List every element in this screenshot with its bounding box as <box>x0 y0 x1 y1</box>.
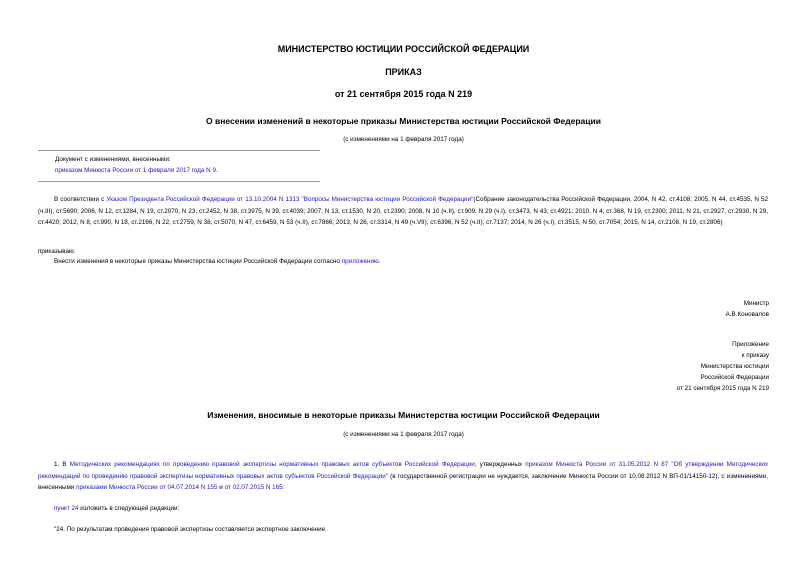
order-item <box>54 256 381 267</box>
amending-order-link[interactable]: приказом Минюста России от 1 февраля 2017 года N 9 <box>55 167 216 174</box>
appendix-revision-note: (с изменениями на 1 февраля 2017 года) <box>343 431 464 438</box>
clause-text: изложить в следующей редакции: <box>78 505 180 512</box>
methodical-recommendations-link[interactable]: Методических рекомендациях по проведению правовой экспертизы нормативных правовых актов субъектов Российской Федерации <box>69 461 475 468</box>
appendix-reference-block <box>677 339 769 394</box>
order-155-link[interactable]: приказами Минюста России от 04.07.2014 N 155 <box>76 484 218 491</box>
order-87-link[interactable]: приказом Минюста России от 31.05.2012 N 87 "Об утверждении Методических рекомендаций по проведению правовой экспертизы нормативных правовых актов субъектов Российской Федерации" <box>38 461 768 480</box>
preamble-lead: В соответствии с <box>54 196 107 203</box>
changes-box-tail: . <box>215 167 218 174</box>
quoted-clause-text: "24. По результатам проведения правовой экспертизы составляется экспертное заключение. <box>54 526 327 533</box>
appendix-link[interactable]: приложению <box>341 258 379 265</box>
ministry-heading: МИНИСТЕРСТВО ЮСТИЦИИ РОССИЙСКОЙ ФЕДЕРАЦИИ <box>277 44 530 54</box>
order-word: приказываю: <box>38 248 76 255</box>
signature-name: А.В.Коновалов <box>725 311 769 318</box>
signature-position: Министр <box>743 300 769 307</box>
item-1-mid3: и <box>217 484 225 491</box>
order-165-link[interactable]: от 02.07.2015 N 165 <box>224 484 283 491</box>
doc-type-heading: ПРИКАЗ <box>385 67 422 77</box>
doc-date-number: от 21 сентября 2015 года N 219 <box>334 89 473 99</box>
appendix-title: Изменения, вносимые в некоторые приказы Министерства юстиции Российской Федерации <box>207 410 600 420</box>
clause-24-link[interactable]: пункт 24 <box>54 505 79 512</box>
appendix-ref-line1: Приложение <box>732 341 769 348</box>
item-1-mid1: , утвержденных <box>474 461 526 468</box>
page-title: О внесении изменений в некоторые приказы Министерства юстиции Российской Федерации <box>206 116 601 126</box>
item-1-mid2: (в государственной регистрации не нуждается, заключение Минюста России от 10.08.2012 N ВП-01/14150-12), с изменениями, внесенными <box>38 472 768 491</box>
signature-block <box>726 298 769 320</box>
order-item-text: Внести изменения в некоторые приказы Министерства юстиции Российской Федерации согласно <box>54 258 342 265</box>
changes-box-bottom-divider <box>38 181 320 182</box>
item-1-number: 1. В <box>54 461 70 468</box>
item-1-paragraph <box>38 459 768 494</box>
clause-line <box>54 503 179 514</box>
changes-box-label: Документ с изменениями, внесенными: <box>55 156 171 163</box>
appendix-ref-line5: от 21 сентября 2015 года N 219 <box>676 385 769 392</box>
preamble-rest: (Собрание законодательства Российской Федерации, 2004, N 42, ст.4108; 2005, N 44, ст.4535, N 52 (ч.III), ст.5690; 2006, N 12, ст.1284, N 19, ст.2070, N 23, ст.2452, N 38, ст.3975, N 39, ст.4039; 2007, N 13, ст.1530, N 20, ст.2390; 2008, N 10 (ч.II), ст.909, N 29 (ч.I), ст.3473, N 43, ст.4921; 2010, N 4, ст.368, N 19, ст.2300; 2011, N 21, ст.2927, ст.2930, N 29, ст.4420; 2012, N 8, ст.990, N 18, ст.2166, N 22, ст.2759, N 38, ст.5070, N 47, ст.6459, N 53 (ч.II), ст.7866; 2013, N 26, ст.3314, N 49 (ч.VII), ст.6396, N 52 (ч.II), ст.7137; 2014, N 26 (ч.I), ст.3515, N 50, ст.7054; 2015, N 14, ст.2108, N 19, ст.2806) <box>38 196 769 226</box>
presidential-decree-link[interactable]: Указом Президента Российской Федерации от 13.10.2004 N 1313 "Вопросы Министерства юстиции Российской Федерации" <box>106 196 474 203</box>
appendix-ref-line2: к приказу <box>741 352 769 359</box>
appendix-ref-line4: Российской Федерации <box>700 374 769 381</box>
appendix-ref-line3: Министерства юстиции <box>700 363 769 370</box>
item-1-tail: : <box>282 484 285 491</box>
revision-note: (с изменениями на 1 февраля 2017 года) <box>343 136 464 143</box>
preamble-paragraph <box>38 194 768 229</box>
changes-box-link-line <box>55 165 218 176</box>
changes-box-top-divider <box>38 150 320 151</box>
order-item-tail: . <box>378 258 381 265</box>
